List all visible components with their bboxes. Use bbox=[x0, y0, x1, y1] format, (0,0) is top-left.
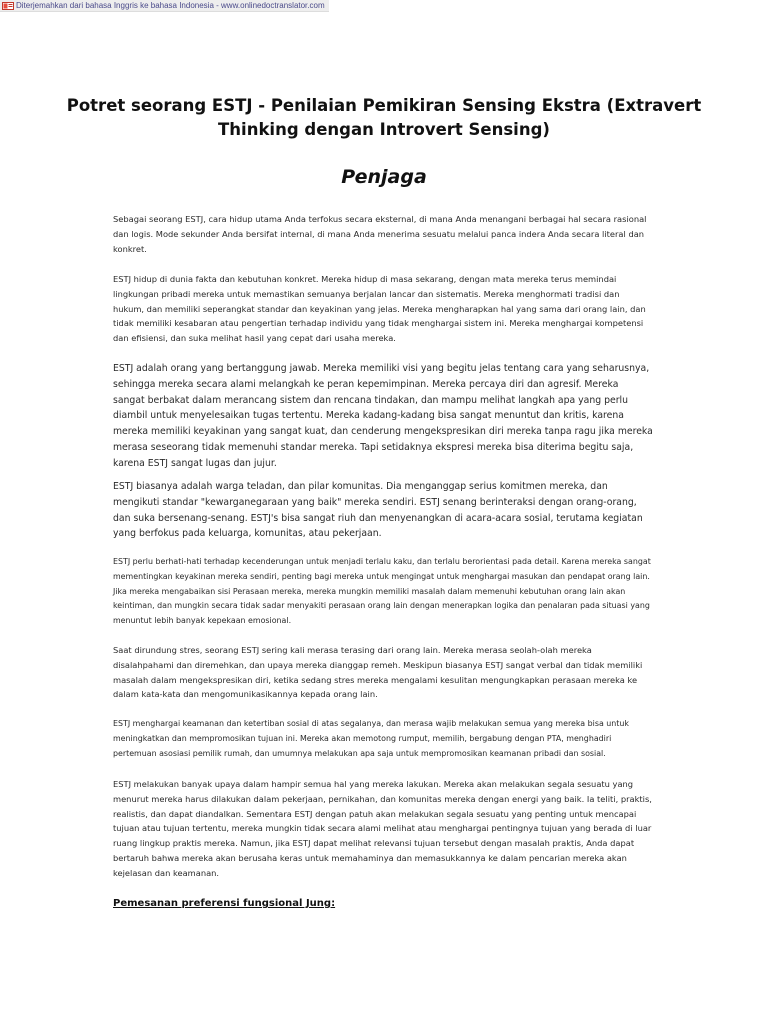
banner-text: Diterjemahkan dari bahasa Inggris ke bahasa Indonesia - www.onlinedoctranslator.com bbox=[16, 1, 325, 10]
section-heading: Pemesanan preferensi fungsional Jung: bbox=[113, 898, 336, 909]
paragraph-1: Sebagai seorang ESTJ, cara hidup utama Anda terfokus secara eksternal, di mana Anda menangani berbagai hal secara rasional dan logis. Mode sekunder Anda bersifat internal, di mana Anda menerima sesuatu melalui panca indera Anda secara literal dan konkret. bbox=[113, 214, 647, 254]
document-subtitle: Penjaga bbox=[341, 166, 427, 188]
paragraph-4: ESTJ biasanya adalah warga teladan, dan pilar komunitas. Dia menganggap serius komitmen mereka, dan mengikuti standar "kewarganegaraan yang baik" mereka sendiri. ESTJ senang berinteraksi dengan orang-orang, dan suka bersenang-senang. ESTJ's bisa sangat riuh dan menyenangkan di acara-acara sosial, terutama kegiatan yang berfokus pada keluarga, komunitas, atau pekerjaan. bbox=[113, 481, 643, 540]
paragraph-3: ESTJ adalah orang yang bertanggung jawab. Mereka memiliki visi yang begitu jelas tentang cara yang seharusnya, sehingga mereka secara alami melangkah ke peran kepemimpinan. Mereka percaya diri dan agresif. Mereka sangat berbakat dalam merancang sistem dan rencana tindakan, dan mampu melihat langkah apa yang perlu diambil untuk menyelesaikan tugas tertentu. Mereka kadang-kadang bisa sangat menuntut dan kritis, karena mereka memiliki keyakinan yang sangat kuat, dan cenderung mengekspresikan diri mereka tanpa ragu jika mereka merasa seseorang tidak memenuhi standar mereka. Tapi setidaknya ekspresi mereka bisa diterima begitu saja, karena ESTJ sangat lugas dan jujur. bbox=[113, 363, 653, 469]
paragraph-2: ESTJ hidup di dunia fakta dan kebutuhan konkret. Mereka hidup di masa sekarang, dengan mata mereka terus memindai lingkungan pribadi mereka untuk memastikan semuanya berjalan lancar dan sistematis. Mereka menghormati tradisi dan hukum, dan memiliki seperangkat standar dan keyakinan yang jelas. Mereka mengharapkan hal yang sama dari orang lain, dan tidak memiliki kesabaran atau pengertian terhadap individu yang tidak menghargai sistem ini. Mereka menghargai kompetensi dan efisiensi, dan suka melihat hasil yang cepat dari usaha mereka. bbox=[113, 274, 646, 344]
translate-icon bbox=[2, 2, 14, 10]
document-title: Potret seorang ESTJ - Penilaian Pemikiran Sensing Ekstra (Extravert Thinking dengan Introvert Sensing) bbox=[66, 96, 702, 139]
paragraph-8: ESTJ melakukan banyak upaya dalam hampir semua hal yang mereka lakukan. Mereka akan melakukan segala sesuatu yang menurut mereka harus dilakukan dalam pekerjaan, pernikahan, dan komunitas mereka dengan energi yang baik. Ia teliti, praktis, realistis, dan dapat diandalkan. Sementara ESTJ dengan patuh akan melakukan segala sesuatu yang penting untuk mencapai tujuan atau tujuan tertentu, mereka mungkin tidak secara alami melihat atau menghargai pentingnya tujuan yang berada di luar ruang lingkup praktis mereka. Namun, jika ESTJ dapat melihat relevansi tujuan tersebut dengan masalah praktis, Anda dapat bertaruh bahwa mereka akan berusaha keras untuk memahaminya dan memasukkannya ke dalam pencarian mereka akan kejelasan dan keamanan. bbox=[113, 779, 652, 878]
paragraph-5: ESTJ perlu berhati-hati terhadap kecenderungan untuk menjadi terlalu kaku, dan terlalu berorientasi pada detail. Karena mereka sangat mementingkan keyakinan mereka sendiri, penting bagi mereka untuk mengingat untuk menghargai masukan dan pendapat orang lain. Jika mereka mengabaikan sisi Perasaan mereka, mereka mungkin memiliki masalah dalam memenuhi kebutuhan orang lain akan keintiman, dan mungkin secara tidak sadar menyakiti perasaan orang lain dengan menerapkan logika dan penalaran pada situasi yang menuntut lebih banyak kepekaan emosional. bbox=[113, 557, 651, 626]
paragraph-6: Saat dirundung stres, seorang ESTJ sering kali merasa terasing dari orang lain. Mereka merasa seolah-olah mereka disalahpahami dan diremehkan, dan upaya mereka dianggap remeh. Meskipun biasanya ESTJ sangat verbal dan tidak memiliki masalah dalam mengekspresikan diri, ketika sedang stres mereka mengalami kesulitan mengungkapkan perasaan mereka ke dalam kata-kata dan mengomunikasikannya kepada orang lain. bbox=[113, 645, 643, 700]
paragraph-7: ESTJ menghargai keamanan dan ketertiban sosial di atas segalanya, dan merasa wajib melakukan semua yang mereka bisa untuk meningkatkan dan mempromosikan tujuan ini. Mereka akan memotong rumput, memilih, bergabung dengan PTA, menghadiri pertemuan asosiasi pemilik rumah, dan umumnya melakukan apa saja untuk mempromosikan keamanan pribadi dan sosial. bbox=[113, 719, 629, 758]
translation-banner[interactable] bbox=[0, 0, 329, 12]
